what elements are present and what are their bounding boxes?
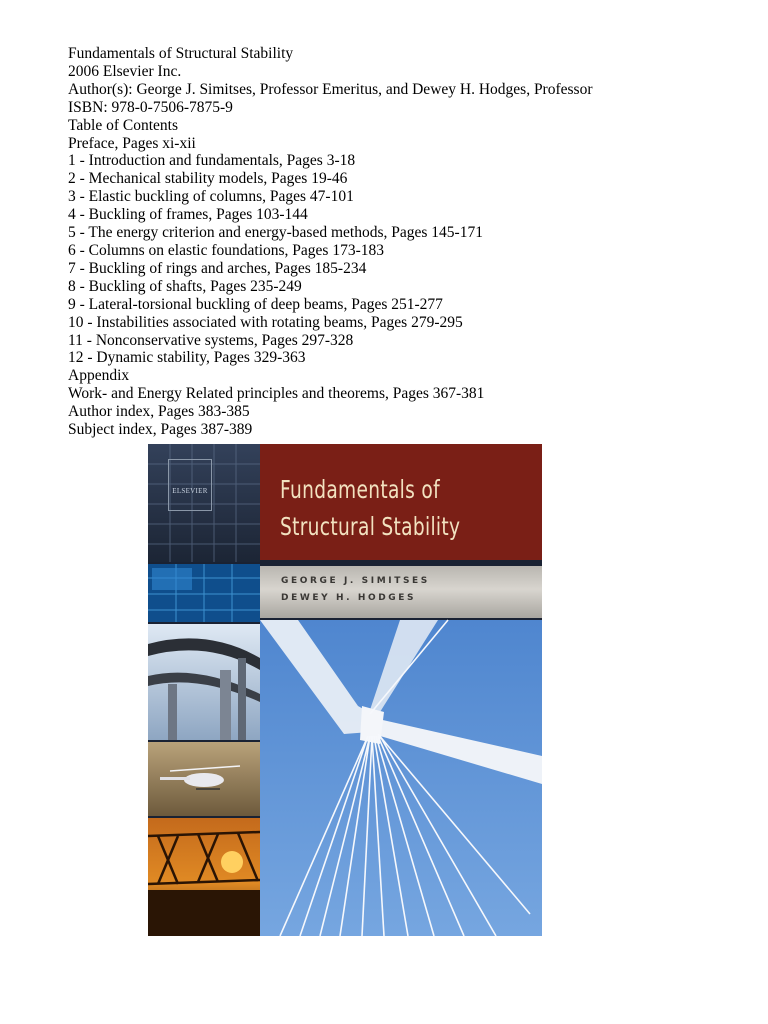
publisher-name: ELSEVIER	[172, 487, 208, 495]
toc-entry-subject-index: Subject index, Pages 387-389	[68, 421, 253, 439]
toc-entry-chapter-1: 1 - Introduction and fundamentals, Pages 3-18	[68, 152, 356, 170]
toc-entry-appendix: Appendix	[68, 367, 130, 385]
elsevier-tree-logo	[168, 459, 212, 511]
cover-author-1: GEORGE J. SIMITSES	[281, 576, 430, 586]
toc-entry-author-index: Author index, Pages 383-385	[68, 403, 250, 421]
toc-entry-chapter-9: 9 - Lateral-torsional buckling of deep beams, Pages 251-277	[68, 295, 443, 313]
table-of-contents-text	[68, 45, 758, 439]
book-cover-image	[148, 444, 542, 936]
book-title-line: Fundamentals of Structural Stability	[68, 45, 294, 62]
cover-title	[280, 471, 479, 545]
cover-title-line-1: Fundamentals of	[280, 475, 440, 504]
toc-entry-chapter-6: 6 - Columns on elastic foundations, Pages 173-183	[68, 241, 384, 259]
cover-title-panel	[260, 444, 542, 560]
toc-entry-chapter-8: 8 - Buckling of shafts, Pages 235-249	[68, 277, 302, 295]
toc-entry-chapter-4: 4 - Buckling of frames, Pages 103-144	[68, 206, 308, 224]
cover-author-2: DEWEY H. HODGES	[281, 593, 417, 603]
toc-entry-chapter-5: 5 - The energy criterion and energy-based methods, Pages 145-171	[68, 224, 483, 242]
toc-entry-preface: Preface, Pages xi-xii	[68, 134, 196, 152]
toc-entry-chapter-11: 11 - Nonconservative systems, Pages 297-328	[68, 331, 354, 349]
cover-author-band	[260, 566, 542, 618]
isbn-line: ISBN: 978-0-7506-7875-9	[68, 98, 233, 116]
toc-entry-chapter-2: 2 - Mechanical stability models, Pages 19-46	[68, 170, 348, 188]
copyright-line: 2006 Elsevier Inc.	[68, 62, 182, 80]
toc-entry-chapter-10: 10 - Instabilities associated with rotating beams, Pages 279-295	[68, 313, 463, 331]
toc-entry-chapter-12: 12 - Dynamic stability, Pages 329-363	[68, 349, 306, 367]
toc-heading: Table of Contents	[68, 116, 178, 134]
authors-line: Author(s): George J. Simitses, Professor Emeritus, and Dewey H. Hodges, Professor	[68, 80, 593, 98]
toc-entry-appendix-principles: Work- and Energy Related principles and theorems, Pages 367-381	[68, 385, 485, 403]
cover-title-line-2: Structural Stability	[280, 512, 461, 541]
toc-entry-chapter-7: 7 - Buckling of rings and arches, Pages 185-234	[68, 259, 367, 277]
toc-entry-chapter-3: 3 - Elastic buckling of columns, Pages 47-101	[68, 188, 354, 206]
